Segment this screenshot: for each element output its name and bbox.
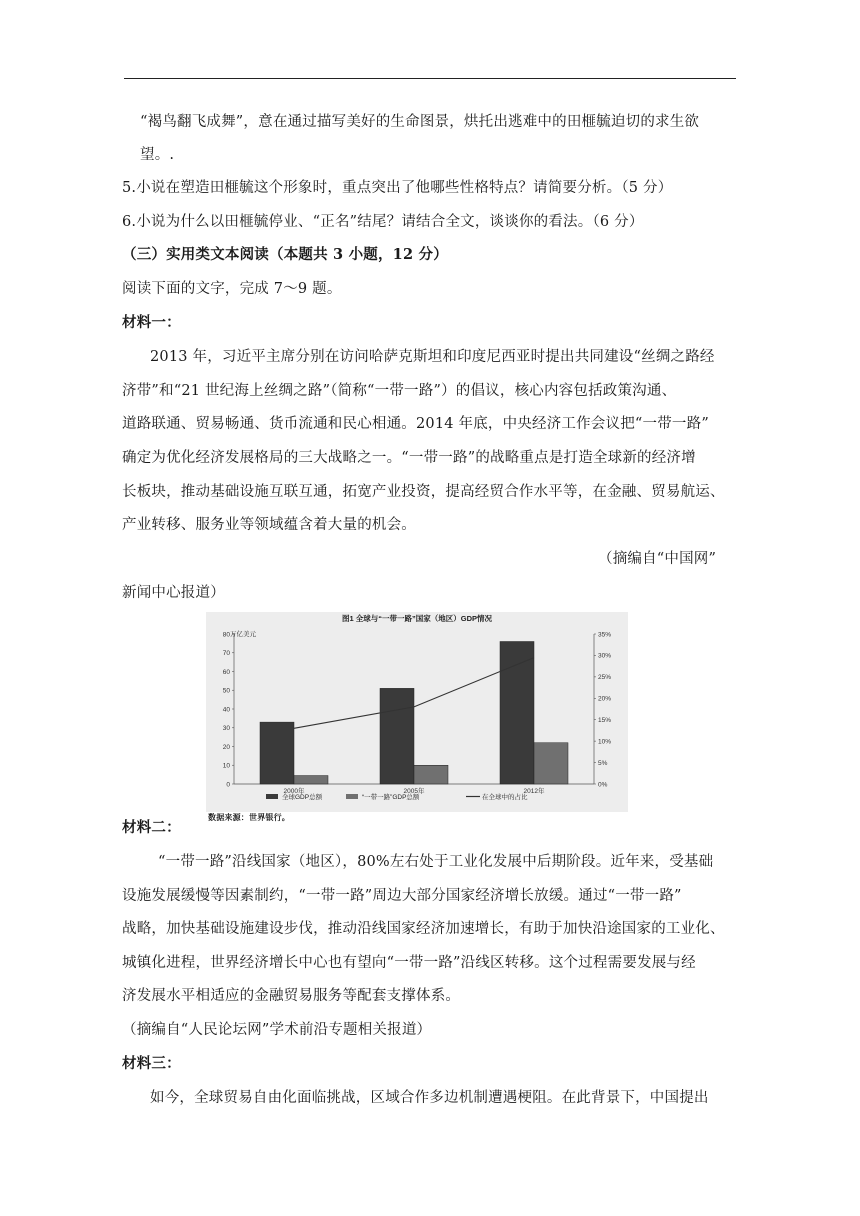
bar-belt-road-gdp [534,743,568,784]
y-left-tick-label: 50 [222,687,230,695]
material-1-line: 长板块，推动基础设施互联互通，拓宽产业投资，提高经贸合作水平等，在金融、贸易航运、 [122,484,725,500]
y-right-tick-label: 25% [598,674,612,682]
chart-unit-label: 万亿美元 [230,631,256,638]
bar-belt-road-gdp [414,765,448,784]
y-left-tick-label: 20 [222,743,230,751]
material-1-line: 确定为优化经济发展格局的三大战略之一。“一带一路”的战略重点是打造全球新的经济增 [122,450,696,466]
y-right-tick-label: 30% [598,652,612,660]
reading-instruction: 阅读下面的文字，完成 7～9 题。 [122,281,342,297]
x-tick-label: 2005年 [403,788,425,795]
q4-tail-line1: “褐鸟翻飞成舞”，意在通过描写美好的生命图景，烘托出逃难中的田榧毓迫切的求生欲 [140,114,700,130]
q4-tail-line2: 望。. [140,147,175,163]
material-1-line: 济带”和“21 世纪海上丝绸之路”（简称“一带一路”）的倡议，核心内容包括政策沟通、 [122,383,677,399]
legend-label: 全球GDP总额 [282,794,323,801]
material-2-line: 城镇化进程，世界经济增长中心也有望向“一带一路”沿线区转移。这个过程需要发展与经 [122,955,696,971]
legend-label: 在全球中的占比 [482,794,528,801]
y-right-tick-label: 20% [598,695,612,703]
material-1-source: （摘编自“中国网” [598,551,717,567]
bar-global-gdp [500,642,534,785]
material-2-line: 设施发展缓慢等因素制约，“一带一路”周边大部分国家经济增长放缓。通过“一带一路” [122,888,682,904]
x-tick-label: 2000年 [283,788,305,795]
legend-label: “一带一路”GDP总额 [362,794,420,801]
y-right-tick-label: 10% [598,738,612,746]
material-2-line: 济发展水平相适应的金融贸易服务等配套支撑体系。 [122,988,461,1004]
material-1-line: 产业转移、服务业等领域蕴含着大量的机会。 [122,517,416,533]
material-2-line: “一带一路”沿线国家（地区），80%左右处于工业化发展中后期阶段。近年来，受基础 [158,854,714,870]
y-right-tick-label: 35% [598,631,612,639]
chart-plot-area [223,631,611,801]
material-1-title: 材料一： [122,314,181,331]
legend-swatch [346,794,358,799]
material-3-title: 材料三： [122,1055,181,1072]
header-rule [124,78,736,79]
material-2-title: 材料二： [122,819,181,836]
material-3-line: 如今，全球贸易自由化面临挑战，区域合作多边机制遭遇梗阻。在此背景下，中国提出 [150,1090,709,1106]
y-left-tick-label: 0 [226,781,230,789]
bar-belt-road-gdp [294,776,328,784]
chart-source-note-text: 数据来源：世界银行。 [208,813,290,822]
material-1-line: 2013 年，习近平主席分别在访问哈萨克斯坦和印度尼西亚时提出共同建设“丝绸之路经 [150,349,715,365]
y-left-tick-label: 40 [222,706,230,714]
x-tick-label: 2012年 [523,788,545,795]
gdp-chart-svg [206,612,628,812]
chart-title: 图1 全球与“一带一路”国家（地区）GDP情况 [341,614,493,623]
y-left-tick-label: 10 [222,762,230,770]
material-1-source-cont: 新闻中心报道） [122,585,225,601]
y-right-tick-label: 15% [598,717,612,725]
question-6: 6.小说为什么以田榧毓停业、“正名”结尾？请结合全文，谈谈你的看法。（6 分） [122,214,644,230]
y-left-tick-label: 80 [222,631,230,639]
y-right-tick-label: 5% [598,759,608,767]
legend-swatch [266,794,278,799]
section-3-heading: （三）实用类文本阅读（本题共 3 小题，12 分） [122,246,448,263]
gdp-chart [206,612,628,812]
y-left-tick-label: 70 [222,650,230,658]
material-1-line: 道路联通、贸易畅通、货币流通和民心相通。2014 年底，中央经济工作会议把“一带一路” [122,416,709,432]
question-5: 5.小说在塑造田榧毓这个形象时，重点突出了他哪些性格特点？请简要分析。（5 分） [122,180,673,196]
bar-global-gdp [260,722,294,784]
y-right-tick-label: 0% [598,781,608,789]
y-left-tick-label: 60 [222,668,230,676]
bar-global-gdp [380,688,414,784]
y-left-tick-label: 30 [222,725,230,733]
material-2-line: 战略，加快基础设施建设步伐，推动沿线国家经济加速增长，有助于加快沿途国家的工业化、 [122,921,725,937]
material-2-source: （摘编自“人民论坛网”学术前沿专题相关报道） [122,1022,432,1038]
